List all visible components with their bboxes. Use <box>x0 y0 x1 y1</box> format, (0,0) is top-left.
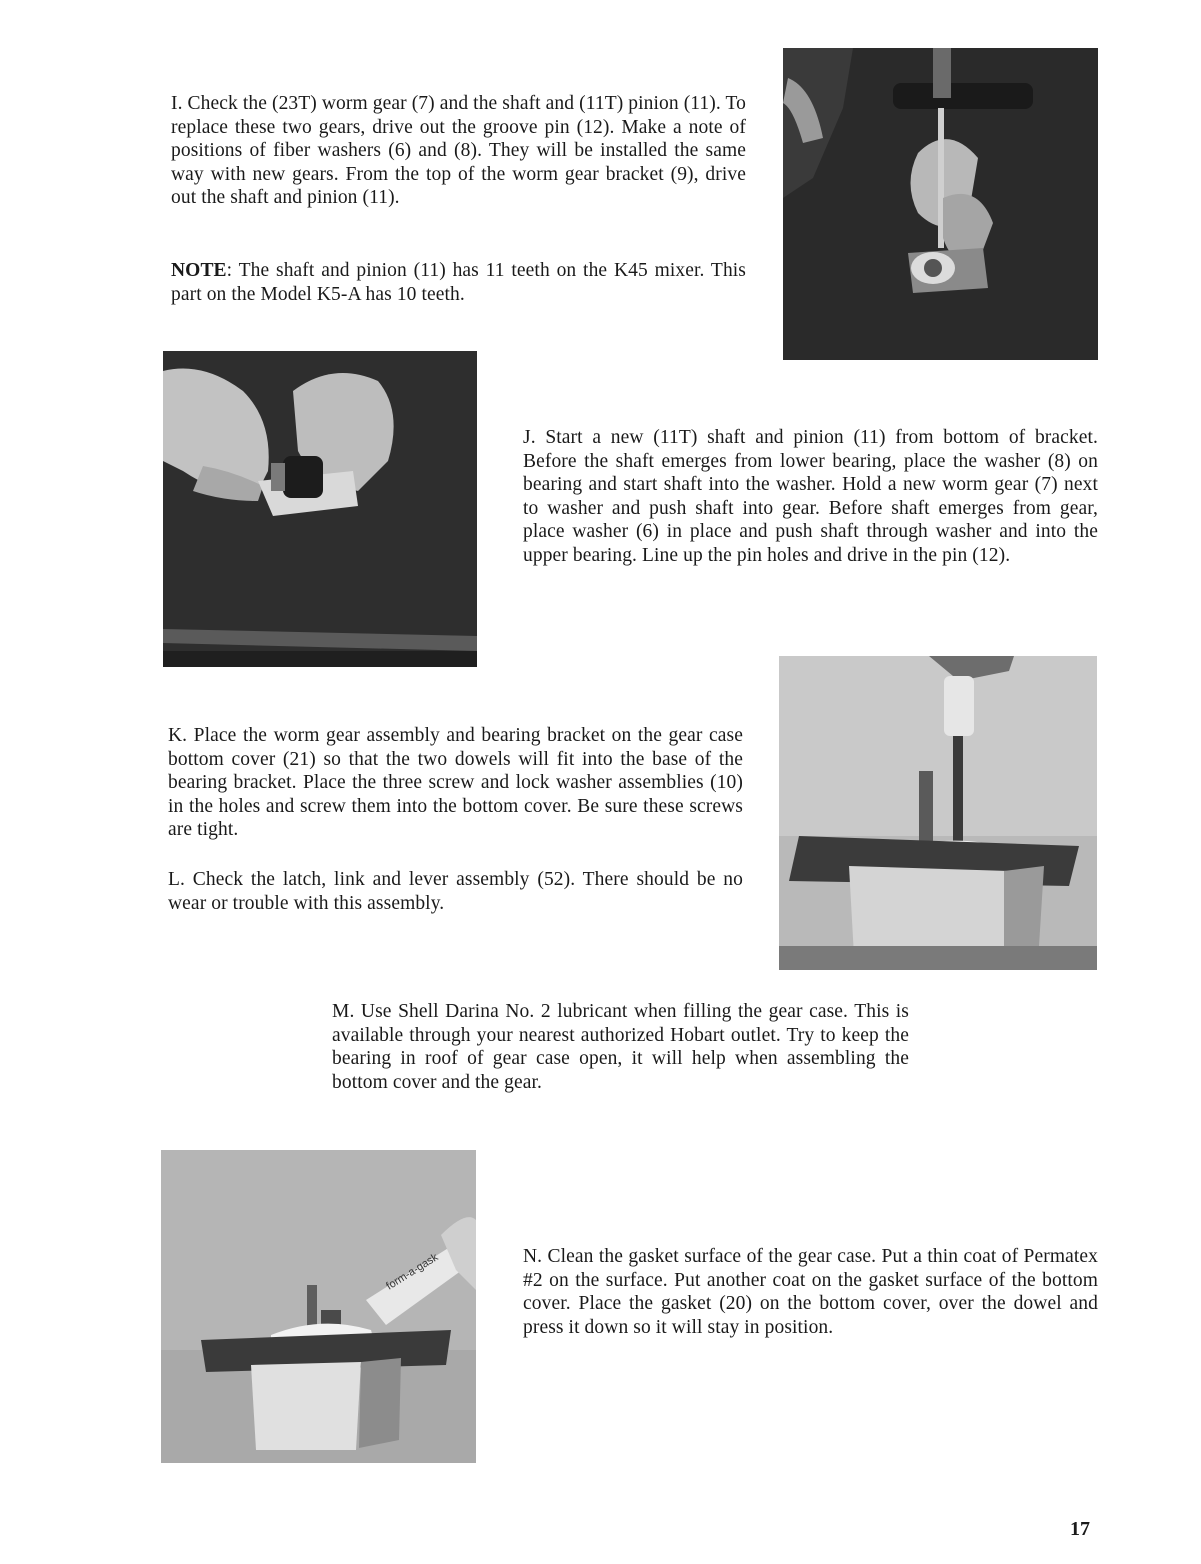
note-label: NOTE <box>171 260 227 281</box>
step-i-text: I. Check the (23T) worm gear (7) and the shaft and (11T) pinion (11). To replace these two gears, drive out the groove pin (12). Make a note of positions of fiber washers (6) and (8). They will be installed the same way with new gears. From the top of the worm gear bracket (9), drive out the shaft and pinion (11). <box>171 93 746 208</box>
page-number: 17 <box>1070 1518 1090 1540</box>
step-n-text: N. Clean the gasket surface of the gear case. Put a thin coat of Permatex #2 on the surface. Put another coat on the gasket surface of the bottom cover. Place the gasket (20) on the bottom cover, over the dowel and press it down so it will stay in position. <box>523 1246 1098 1338</box>
tube-label: form-a-gask <box>384 1251 441 1293</box>
note-paragraph <box>171 259 746 306</box>
photo-applying-gasket-sealant <box>161 1150 476 1463</box>
photo-hands-holding-gear <box>163 351 477 667</box>
photo-screwdriver-assembly <box>779 656 1097 970</box>
step-j-text: J. Start a new (11T) shaft and pinion (11) from bottom of bracket. Before the shaft emerges from lower bearing, place the washer (8) on bearing and start shaft into the washer. Hold a new worm gear (7) next to washer and push shaft into gear. Before shaft emerges from gear, place washer (6) in place and push shaft through washer and into the upper bearing. Line up the pin holes and drive in the pin (12). <box>523 427 1098 566</box>
step-m-text: M. Use Shell Darina No. 2 lubricant when filling the gear case. This is available through your nearest authorized Hobart outlet. Try to keep the bearing in roof of gear case open, it will help when assembling the bottom cover and the gear. <box>332 1001 909 1093</box>
note-text: : The shaft and pinion (11) has 11 teeth on the K45 mixer. This part on the Model K5-A has 10 teeth. <box>171 260 746 305</box>
step-l-text: L. Check the latch, link and lever assembly (52). There should be no wear or trouble with this assembly. <box>168 869 743 914</box>
photo-hammer-driving-pin <box>783 48 1098 360</box>
step-k-text: K. Place the worm gear assembly and bearing bracket on the gear case bottom cover (21) so that the two dowels will fit into the base of the bearing bracket. Place the three screw and lock washer assemblies (10) in the holes and screw them into the bottom cover. Be sure these screws are tight. <box>168 725 743 840</box>
